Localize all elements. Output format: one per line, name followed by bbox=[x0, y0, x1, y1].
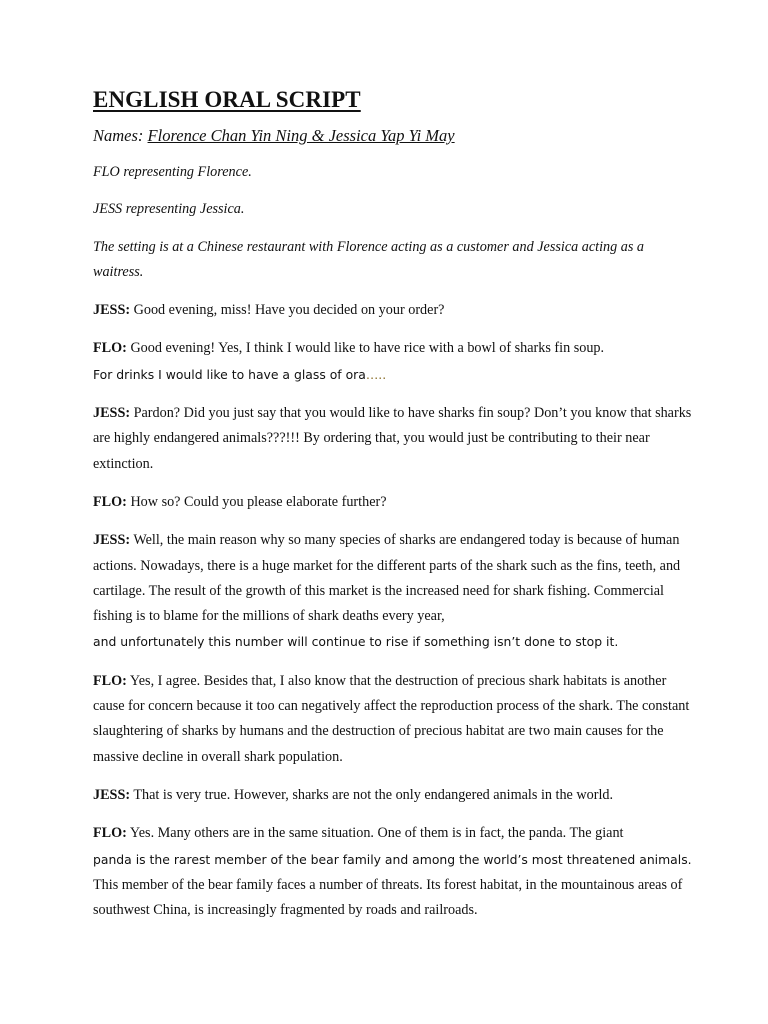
names-value: Florence Chan Yin Ning & Jessica Yap Yi May bbox=[147, 126, 455, 145]
dialogue-line-7 bbox=[93, 783, 693, 808]
dialogue-text-end: This member of the bear family faces a number of threats. Its forest habitat, in the mountainous areas of southwest China, is increasingly fragmented by roads and railroads. bbox=[93, 876, 683, 919]
dialogue-text: That is very true. However, sharks are not the only endangered animals in the world. bbox=[133, 786, 614, 803]
intro-flo: FLO representing Florence. bbox=[93, 164, 252, 180]
dialogue-text: Yes. Many others are in the same situation. One of them is in fact, the panda. The giant bbox=[129, 825, 624, 842]
dialogue-text: Good evening! Yes, I think I would like to have rice with a bowl of sharks fin soup. bbox=[130, 340, 605, 357]
intro-jess: JESS representing Jessica. bbox=[93, 201, 245, 218]
dialogue-text: Yes, I agree. Besides that, I also know that the destruction of precious shark habitats is another cause for concern because it too can negatively affect the reproduction process of the shark. The constant slaughtering of sharks by humans and the destruction of precious habitat are two main causes for the massive decline in overall shark population. bbox=[93, 672, 690, 765]
speaker-label: FLO: bbox=[93, 672, 127, 689]
dialogue-line-4 bbox=[93, 490, 693, 515]
names-line bbox=[93, 122, 693, 150]
document-title: ENGLISH ORAL SCRIPT bbox=[93, 87, 361, 112]
document-page bbox=[93, 80, 693, 923]
dialogue-text: How so? Could you please elaborate further? bbox=[130, 493, 387, 510]
dialogue-line-5 bbox=[93, 528, 693, 655]
dialogue-text: Good evening, miss! Have you decided on your order? bbox=[133, 302, 445, 319]
trailing-dots: ….. bbox=[365, 366, 387, 382]
speaker-label: JESS: bbox=[93, 532, 131, 549]
speaker-label: JESS: bbox=[93, 302, 131, 319]
dialogue-text-continuation: For drinks I would like to have a glass of ora bbox=[93, 366, 366, 382]
dialogue-text-continuation: and unfortunately this number will continue to rise if something isn’t done to stop it. bbox=[93, 634, 619, 650]
speaker-label: FLO: bbox=[93, 493, 127, 510]
speaker-label: FLO: bbox=[93, 340, 127, 357]
dialogue-line-8 bbox=[93, 821, 693, 923]
dialogue-text: Well, the main reason why so many species of sharks are endangered today is because of human actions. Nowadays, there is a huge market for the different parts of the shark such as the fins, teeth, and cartilage. The result of the growth of this market is the increased need for shark fishing. Commercial fishing is to blame for the millions of shark deaths every year, bbox=[93, 532, 681, 625]
dialogue-line-2 bbox=[93, 336, 693, 388]
speaker-label: JESS: bbox=[93, 405, 131, 422]
dialogue-line-3 bbox=[93, 401, 693, 477]
speaker-label: FLO: bbox=[93, 825, 127, 842]
dialogue-text: Pardon? Did you just say that you would like to have sharks fin soup? Don’t you know that sharks are highly endangered animals???!!! By ordering that, you would just be contributing to their near extinction. bbox=[93, 405, 692, 472]
dialogue-line-6 bbox=[93, 669, 693, 770]
intro-setting: The setting is at a Chinese restaurant with Florence acting as a customer and Jessica acting as a waitress. bbox=[93, 238, 645, 280]
speaker-label: JESS: bbox=[93, 786, 131, 803]
names-label: Names: bbox=[93, 126, 144, 145]
dialogue-line-1 bbox=[93, 298, 693, 323]
dialogue-text-continuation: panda is the rarest member of the bear family and among the world’s most threatened animals. bbox=[93, 851, 692, 867]
